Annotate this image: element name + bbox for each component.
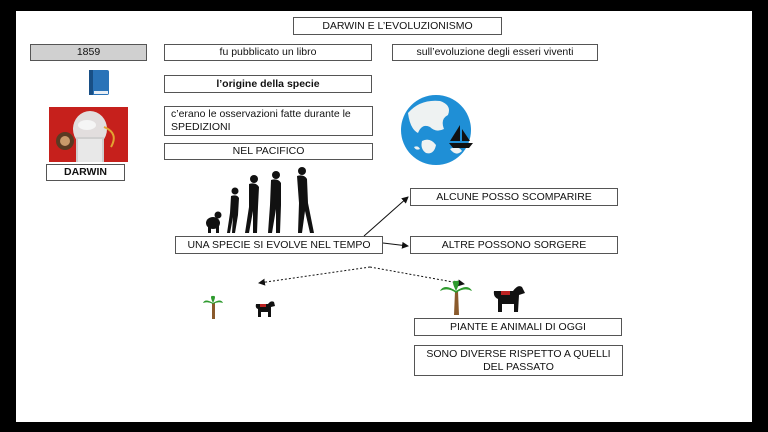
today-box: PIANTE E ANIMALI DI OGGI — [414, 318, 622, 336]
published-box: fu pubblicato un libro — [164, 44, 372, 61]
arrow-to-disappear — [364, 197, 408, 236]
slide — [16, 11, 752, 422]
palm-tree-icon — [440, 279, 472, 315]
dog-icon — [492, 279, 526, 313]
arrow-to-arise — [383, 243, 408, 246]
pacific-box: NEL PACIFICO — [164, 143, 373, 160]
observations-box: c’erano le osservazioni fatte durante le SPEDIZIONI — [164, 106, 373, 136]
connector-arrows — [16, 11, 752, 422]
dog-icon-small — [254, 296, 276, 318]
arise-box: ALTRE POSSONO SORGERE — [410, 236, 618, 254]
darwin-label: DARWIN — [46, 164, 125, 181]
year-box: 1859 — [30, 44, 147, 61]
arrow-to-past — [259, 267, 370, 283]
about-box: sull’evoluzione degli esseri viventi — [392, 44, 598, 61]
different-box: SONO DIVERSE RISPETTO A QUELLI DEL PASSATO — [414, 345, 623, 376]
slide-title: DARWIN E L’EVOLUZIONISMO — [293, 17, 502, 35]
book-title-box: l’origine della specie — [164, 75, 372, 93]
disappear-box: ALCUNE POSSO SCOMPARIRE — [410, 188, 618, 206]
palm-tree-icon-small — [203, 295, 223, 319]
evolves-box: UNA SPECIE SI EVOLVE NEL TEMPO — [175, 236, 383, 254]
